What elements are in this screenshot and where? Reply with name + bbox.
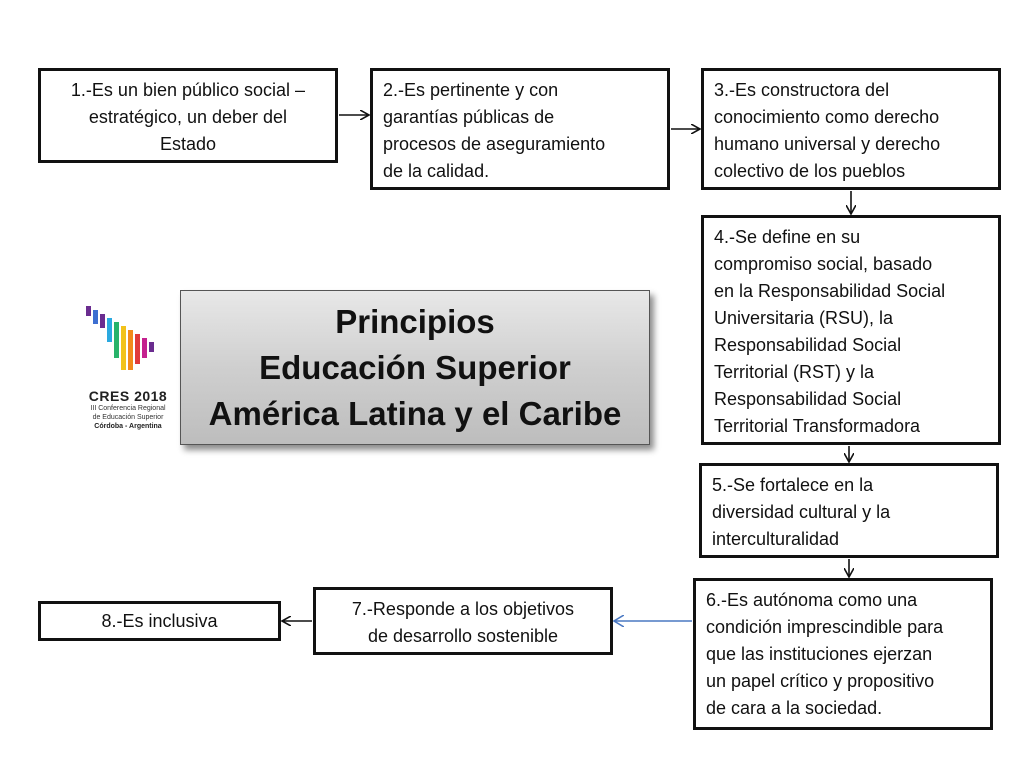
principle-7-line: de desarrollo sostenible [367,626,559,646]
principle-4-line: Territorial (RST) y la [714,362,875,382]
diagram-title [180,290,650,445]
principle-4-line: Universitaria (RSU), la [714,308,894,328]
principle-2-line: garantías públicas de [383,107,555,127]
logo-bar [135,334,140,364]
logo-subtitle: III Conferencia Regional [90,405,166,412]
principle-1-line: Estado [159,134,217,154]
principle-8-line: 8.-Es inclusiva [101,611,218,631]
logo-bar [86,306,91,316]
principle-box-2 [370,68,670,190]
principle-4-line: Responsabilidad Social [714,389,902,409]
logo-text [78,388,178,432]
principle-4-line: en la Responsabilidad Social [714,281,946,301]
principle-3-line: conocimiento como derecho [714,107,940,127]
title-line-2: Educación Superior [259,349,571,386]
principle-3-line: colectivo de los pueblos [714,161,906,181]
principle-box-1 [38,68,338,163]
principle-1-line: 1.-Es un bien público social – [70,80,306,100]
principle-6-line: de cara a la sociedad. [706,698,883,718]
title-line-3: América Latina y el Caribe [208,395,622,432]
principle-box-3 [701,68,1001,190]
principle-box-4 [701,215,1001,445]
principle-2-line: de la calidad. [383,161,490,181]
principle-4-line: 4.-Se define en su [714,227,861,247]
principle-3-line: humano universal y derecho [714,134,941,154]
principle-3-line: 3.-Es constructora del [714,80,890,100]
logo-bar [142,338,147,358]
logo-bar [114,322,119,358]
title-line-1: Principios [335,303,495,340]
principle-box-8 [38,601,281,641]
principle-4-line: compromiso social, basado [714,254,933,274]
logo-bar [93,310,98,324]
principle-4-line: Territorial Transformadora [714,416,921,436]
principle-5-line: 5.-Se fortalece en la [712,475,874,495]
principle-box-5 [699,463,999,558]
principle-box-7 [313,587,613,655]
principle-2-line: 2.-Es pertinente y con [383,80,559,100]
logo-bar [149,342,154,352]
principle-2-line: procesos de aseguramiento [383,134,606,154]
logo-title: CRES 2018 [88,388,168,404]
logo-location: Córdoba - Argentina [94,423,162,430]
logo-bar [121,326,126,370]
principle-6-line: 6.-Es autónoma como una [706,590,918,610]
principle-6-line: condición imprescindible para [706,617,944,637]
logo-bar [100,314,105,328]
logo-bar [107,318,112,342]
principle-5-line: interculturalidad [712,529,840,549]
principle-5-line: diversidad cultural y la [712,502,891,522]
principle-6-line: un papel crítico y propositivo [706,671,935,691]
logo-bar [128,330,133,370]
principle-1-line: estratégico, un deber del [88,107,288,127]
principle-7-line: 7.-Responde a los objetivos [351,599,575,619]
principle-4-line: Responsabilidad Social [714,335,902,355]
principle-box-6 [693,578,993,730]
logo-subtitle: de Educación Superior [92,414,164,421]
principle-6-line: que las instituciones ejerzan [706,644,933,664]
